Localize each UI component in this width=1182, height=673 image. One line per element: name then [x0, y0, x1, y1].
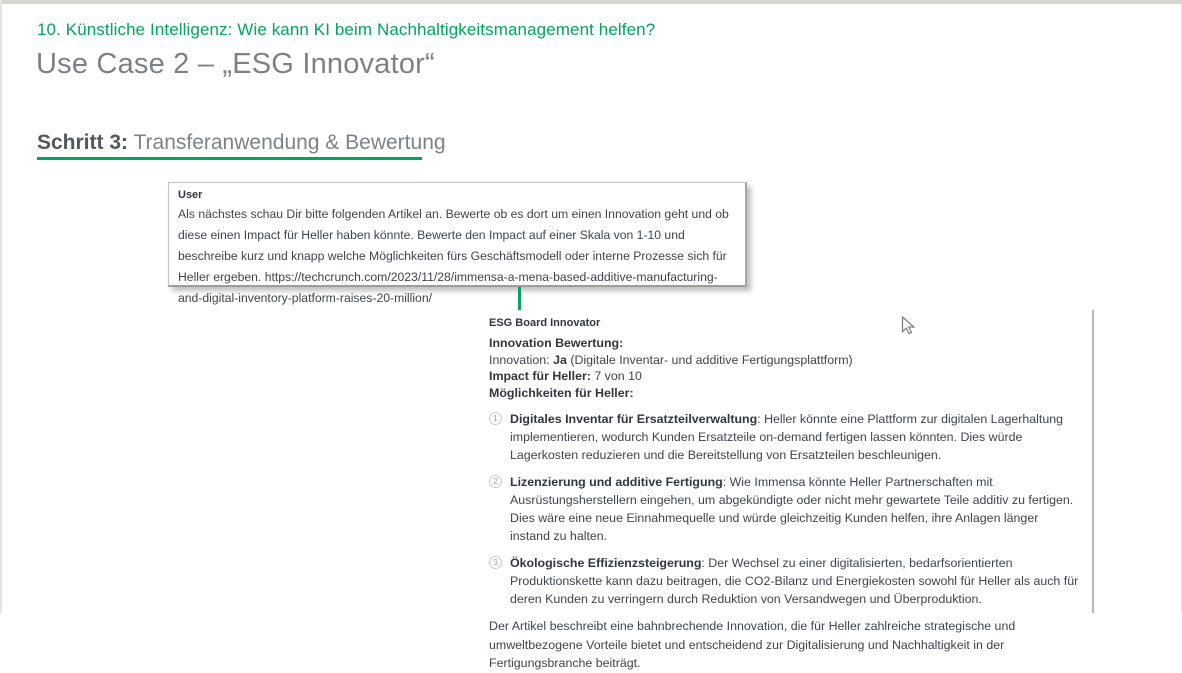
assistant-numbered-list [489, 410, 1081, 608]
chat-connector-line [518, 287, 521, 310]
assistant-closing-paragraph: Der Artikel beschreibt eine bahnbrechende Innovation, die für Heller zahlreiche strategische und umweltbezogene Vorteile bietet und entscheidend zur Digitalisierung und Nachhaltigkeit in der Fertigungsbranche beiträgt. [489, 619, 1016, 670]
list-item [489, 410, 1081, 464]
assistant-heading: Innovation Bewertung: [489, 336, 624, 350]
chat-window-edge [1092, 310, 1094, 613]
innovation-suffix: (Digitale Inventar- und additive Fertigungsplattform) [566, 352, 853, 367]
list-item [489, 554, 1081, 608]
list-number-badge: 1 [489, 412, 502, 425]
list-item-text: : Der Wechsel zu einer digitalisierten, bedarfsorientierten Produktionskette kann dazu beitragen, die CO2-Bilanz und Energiekosten sowohl für Heller als auch für deren Kunden zu verringern durch Reduktion von Versandwegen und Überproduktion. [510, 556, 1079, 606]
impact-label: Impact für Heller: [489, 369, 591, 383]
impact-value: 7 von 10 [590, 369, 642, 383]
list-item-text: : Wie Immensa könnte Heller Partnerschaften mit Ausrüstungsherstellern eingehen, um abgekündigte oder nicht mehr gewartete Teile additiv zu fertigen. Dies wäre eine neue Einnahmequelle und würde gleichzeitig Kunden helfen, ihre Anlagen länger instand zu halten. [510, 475, 1074, 543]
chat-user-link[interactable]: https://techcrunch.com/2023/11/28/immensa-a-mena-based-additive-manufacturing-and-digital-inventory-platform-raises-20-million/ [178, 270, 718, 305]
list-number-badge: 3 [489, 556, 502, 569]
chat-user-message [168, 182, 747, 305]
window-top-edge [2, 0, 1182, 4]
chat-assistant-message [489, 317, 1081, 673]
possibilities-label: Möglichkeiten für Heller: [489, 385, 634, 400]
chat-user-text [178, 204, 735, 309]
section-heading-label: Schritt 3: [37, 131, 129, 154]
slide-kicker: 10. Künstliche Intelligenz: Wie kann KI beim Nachhaltigkeitsmanagement helfen? [37, 20, 656, 39]
list-item-lead: Ökologische Effizienzsteigerung [510, 556, 702, 570]
innovation-value: Ja [553, 352, 567, 367]
list-number-badge: 2 [489, 475, 502, 488]
list-item-lead: Lizenzierung und additive Fertigung [510, 475, 723, 489]
assistant-impact-line [489, 368, 1081, 385]
list-item-text: : Heller könnte eine Plattform zur digitalen Lagerhaltung implementieren, wodurch Kunden Ersatzteile on-demand fertigen lassen könnten. Dies würde Lagerkosten reduzieren und die Bereitstellung von Ersatzteilen beschleunigen. [510, 412, 1064, 462]
list-item [489, 473, 1081, 545]
chat-assistant-author: ESG Board Innovator [489, 317, 601, 329]
chat-user-message-text: Als nächstes schau Dir bitte folgenden Artikel an. Bewerte ob es dort um einen Innovation geht und ob diese einen Impact für Heller haben könnte. Bewerte den Impact auf einer Skala von 1-10 und beschreibe kurz und knapp welche Möglichkeiten fürs Geschäftsmodell oder interne Prozesse sich für Heller ergeben. [178, 207, 729, 284]
list-item-lead: Digitales Inventar für Ersatzteilverwaltung [510, 412, 758, 426]
section-heading [37, 131, 446, 155]
section-underline [37, 157, 422, 160]
section-heading-text: Transferanwendung & Bewertung [128, 131, 446, 154]
chat-user-author: User [178, 189, 203, 201]
assistant-innovation-line [489, 352, 1081, 369]
mouse-cursor-icon [901, 316, 917, 337]
page-title: Use Case 2 – „ESG Innovator“ [36, 48, 435, 80]
innovation-label: Innovation: [489, 352, 554, 367]
